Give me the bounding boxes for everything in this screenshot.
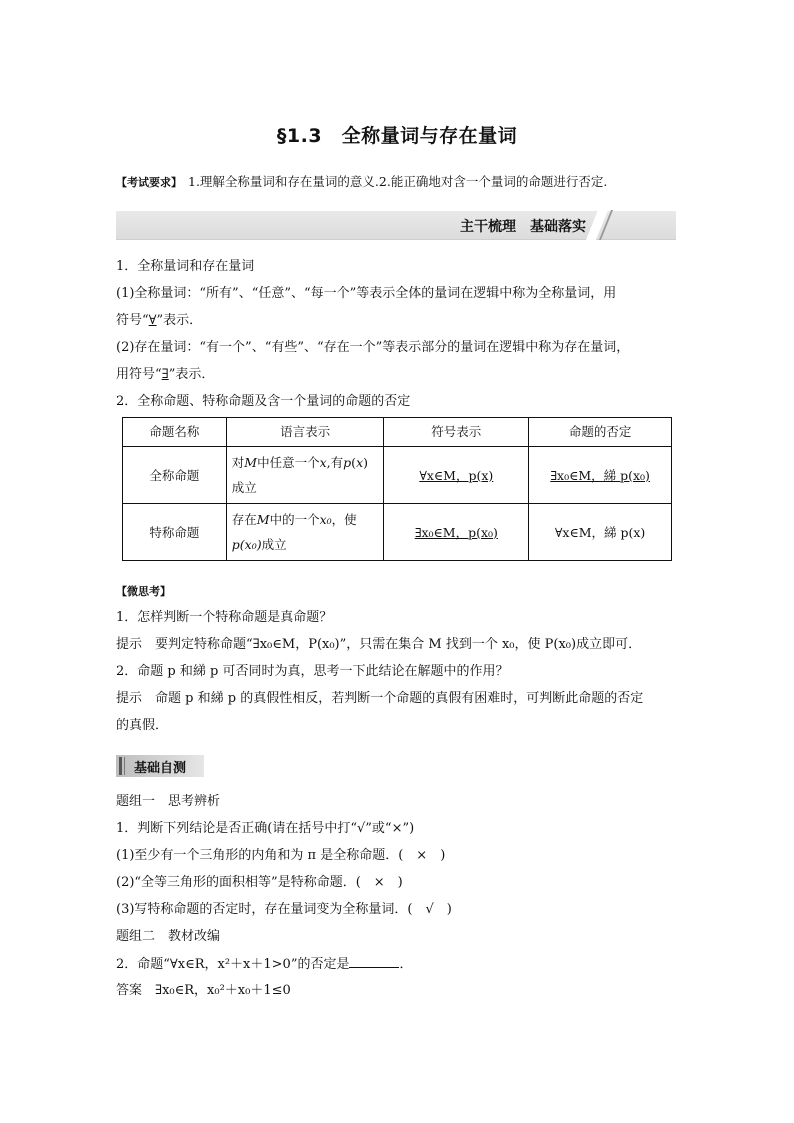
think-a2-line1: 提示 命题 p 和綈 p 的真假性相反，若判断一个命题的真假有困难时，可判断此命题的否定	[116, 691, 644, 706]
group1-heading: 题组一 思考辨析	[116, 794, 221, 809]
think-q1: 1．怎样判断一个特称命题是真命题？	[116, 610, 333, 625]
table-header-row	[123, 418, 672, 447]
banner-title: 主干梳理 基础落实	[460, 219, 586, 235]
page-title: §1.3 全称量词与存在量词	[276, 125, 518, 147]
quantifier-table	[122, 417, 672, 561]
think-a1: 提示 要判定特称命题“∃x₀∈M，P(x₀)”，只需在集合 M 找到一个 x₀，使 P(x₀)成立即可．	[116, 637, 642, 652]
ex-q2: 2．命题“∀x∈R，x²＋x＋1>0”的否定是 ．	[116, 957, 413, 972]
table-cell: 全称命题	[123, 447, 227, 504]
forall-symbol: ∀	[148, 313, 157, 328]
think-tag: 【微思考】	[116, 585, 171, 598]
exists-symbol: ∃	[161, 367, 169, 382]
s2-heading: 2．全称命题、特称命题及含一个量词的命题的否定	[116, 394, 411, 409]
table-row	[123, 504, 672, 561]
label-bar-decoration	[124, 757, 125, 775]
ex-item2: (2)“全等三角形的面积相等”是特称命题．( × )	[116, 875, 403, 890]
ex-item1: (1)至少有一个三角形的内角和为 π 是全称命题．( × )	[116, 848, 446, 863]
requirement-text: 1.理解全称量词和存在量词的意义.2.能正确地对含一个量词的命题进行否定.	[188, 174, 608, 189]
s1-p2-line2: 用符号“∃”表示．	[116, 367, 215, 382]
think-q2: 2．命题 p 和綈 p 可否同时为真，思考一下此结论在解题中的作用？	[116, 664, 509, 679]
table-cell: ∀x∈M，綈 p(x)	[529, 504, 672, 561]
table-header: 命题的否定	[529, 418, 672, 447]
table-header: 命题名称	[123, 418, 227, 447]
table-row	[123, 447, 672, 504]
s1-p1-line2: 符号“∀”表示．	[116, 313, 203, 328]
table-header: 语言表示	[226, 418, 384, 447]
self-test-label: 基础自测	[116, 755, 204, 777]
table-cell: ∀x∈M，p(x)	[384, 447, 529, 504]
table-header: 符号表示	[384, 418, 529, 447]
ex-item3: (3)写特称命题的否定时，存在量词变为全称量词．( √ )	[116, 902, 452, 917]
requirement-tag: 【考试要求】	[116, 176, 182, 189]
think-a2-line2: 的真假．	[116, 718, 169, 733]
table-cell: ∃x₀∈M，p(x₀)	[384, 504, 529, 561]
exam-requirement	[116, 172, 607, 190]
answer-blank	[349, 955, 399, 968]
s1-heading: 1．全称量词和存在量词	[116, 259, 255, 274]
s1-p1-line1: (1)全称量词：“所有”、“任意”、“每一个”等表示全体的量词在逻辑中称为全称量词，用	[116, 286, 617, 301]
s1-p2-line1: (2)存在量词：“有一个”、“有些”、“存在一个”等表示部分的量词在逻辑中称为存在量词，	[116, 340, 630, 355]
label-bar-decoration	[119, 757, 122, 775]
table-cell: ∃x₀∈M，綈 p(x₀)	[529, 447, 672, 504]
table-cell: 存在M中的一个x₀，使 p(x₀)成立	[226, 504, 384, 561]
ex-q1: 1．判断下列结论是否正确(请在括号中打“√”或“×”)	[116, 821, 415, 836]
table-cell: 对M中任意一个x,有p(x) 成立	[226, 447, 384, 504]
ex-answer: 答案 ∃x₀∈R，x₀²＋x₀＋1≤0	[116, 983, 291, 998]
group2-heading: 题组二 教材改编	[116, 929, 221, 944]
table-cell: 特称命题	[123, 504, 227, 561]
section-banner	[116, 211, 676, 240]
